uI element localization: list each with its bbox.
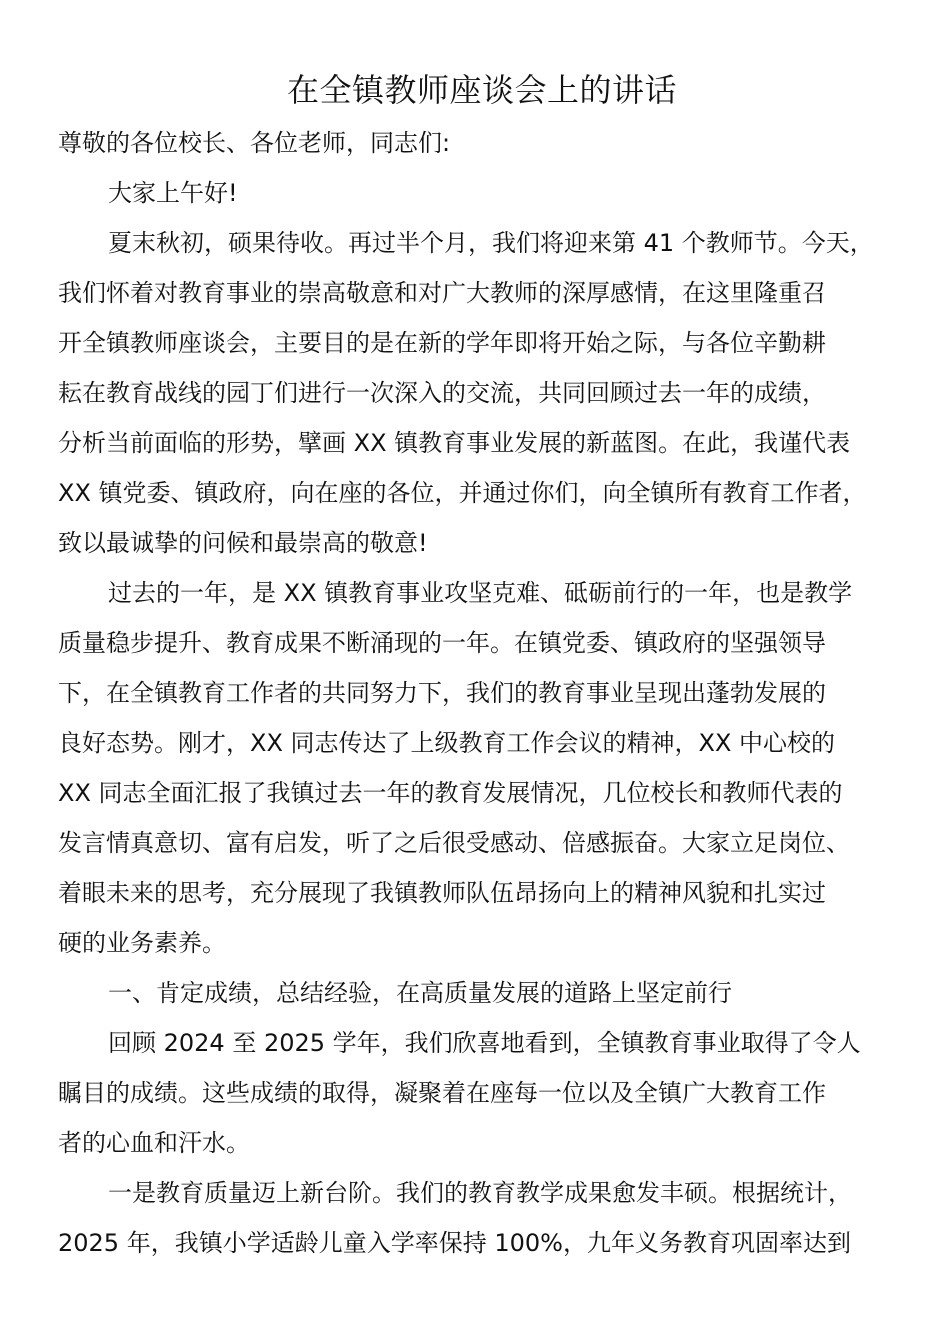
paragraph-achievements <box>58 1018 906 1168</box>
paragraph-line: 我们怀着对教育事业的崇高敬意和对广大教师的深厚感情，在这里隆重召 <box>58 279 826 307</box>
salutation: 尊敬的各位校长、各位老师，同志们: <box>58 129 451 157</box>
paragraph-line: 一是教育质量迈上新台阶。我们的教育教学成果愈发丰硕。根据统计， <box>108 1179 852 1207</box>
paragraph-line: 致以最诚挚的问候和最崇高的敬意! <box>58 529 428 557</box>
paragraph-line: 过去的一年，是 XX 镇教育事业攻坚克难、砥砺前行的一年，也是教学 <box>108 579 853 607</box>
paragraph-line: 者的心血和汗水。 <box>58 1129 250 1157</box>
paragraph-quality <box>58 1168 906 1268</box>
paragraph-line: 硬的业务素养。 <box>58 929 226 957</box>
paragraph-line: 开全镇教师座谈会，主要目的是在新的学年即将开始之际，与各位辛勤耕 <box>58 329 826 357</box>
paragraph-line: XX 镇党委、镇政府，向在座的各位，并通过你们，向全镇所有教育工作者， <box>58 479 867 507</box>
paragraph-line: 2025 年，我镇小学适龄儿童入学率保持 100%，九年义务教育巩固率达到 <box>58 1229 851 1257</box>
paragraph-line: 着眼未来的思考，充分展现了我镇教师队伍昂扬向上的精神风貌和扎实过 <box>58 879 826 907</box>
paragraph-line: 瞩目的成绩。这些成绩的取得，凝聚着在座每一位以及全镇广大教育工作 <box>58 1079 826 1107</box>
paragraph-line: 发言情真意切、富有启发，听了之后很受感动、倍感振奋。大家立足岗位、 <box>58 829 850 857</box>
paragraph-line: 良好态势。刚才，XX 同志传达了上级教育工作会议的精神，XX 中心校的 <box>58 729 836 757</box>
document-page <box>58 62 906 1268</box>
paragraph-line: 分析当前面临的形势，擘画 XX 镇教育事业发展的新蓝图。在此，我谨代表 <box>58 429 851 457</box>
paragraph-review <box>58 568 906 968</box>
paragraph-opening <box>58 218 906 568</box>
paragraph-line: 下，在全镇教育工作者的共同努力下，我们的教育事业呈现出蓬勃发展的 <box>58 679 826 707</box>
paragraph-line: 耘在教育战线的园丁们进行一次深入的交流，共同回顾过去一年的成绩， <box>58 379 826 407</box>
paragraph-line: 回顾 2024 至 2025 学年，我们欣喜地看到，全镇教育事业取得了令人 <box>108 1029 861 1057</box>
paragraph-line: 夏末秋初，硕果待收。再过半个月，我们将迎来第 41 个教师节。今天， <box>108 229 874 257</box>
section-heading <box>58 968 906 1018</box>
paragraph-line: XX 同志全面汇报了我镇过去一年的教育发展情况，几位校长和教师代表的 <box>58 779 843 807</box>
greeting: 大家上午好! <box>108 179 238 207</box>
document-title: 在全镇教师座谈会上的讲话 <box>286 71 677 109</box>
section-heading-text: 一、肯定成绩，总结经验，在高质量发展的道路上坚定前行 <box>108 979 732 1007</box>
paragraph-line: 质量稳步提升、教育成果不断涌现的一年。在镇党委、镇政府的坚强领导 <box>58 629 826 657</box>
